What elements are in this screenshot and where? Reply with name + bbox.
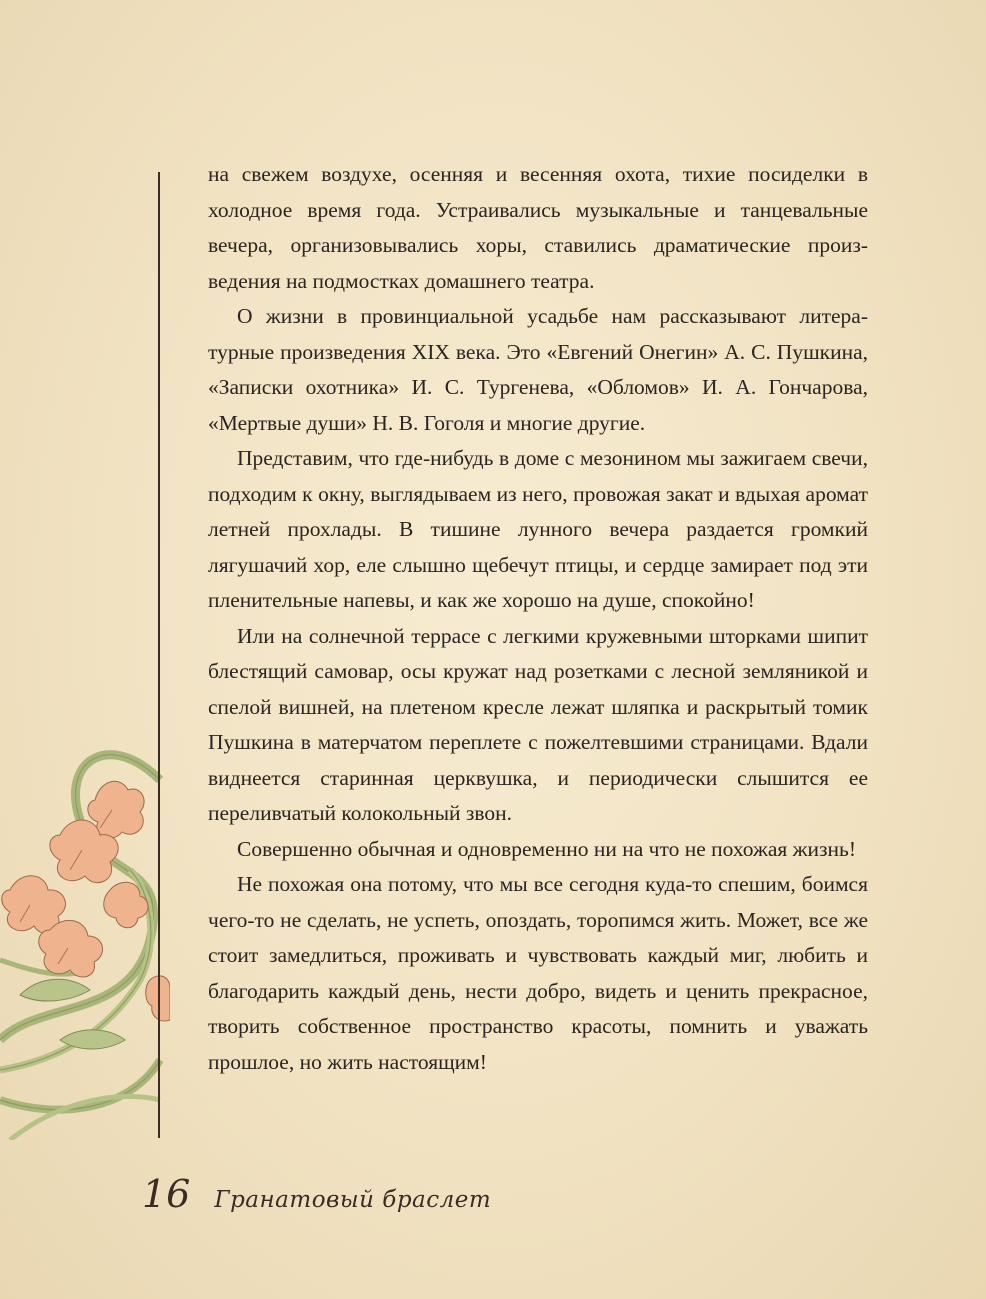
floral-lily-ornament-icon	[0, 740, 170, 1140]
page-number: 16	[142, 1172, 191, 1216]
paragraph: Не похожая она потому, что мы все сегодня куда-то спешим, боимся чего-то не сделать, не успеть, опоздать, торопимся жить. Может, все же стоит замедлиться, проживать и чувствовать каждый миг, любить и благодарить каждый день, нести добро, видеть и ценить прекрасное, творить собственное пространство красоты, помнить и уважать прошлое, но жить настоящим!	[208, 872, 868, 1074]
paragraph: Совершенно обычная и одновременно ни на что не похожая жизнь!	[237, 836, 856, 861]
paragraph: Представим, что где-нибудь в доме с мезонином мы зажигаем свечи, подходим к окну, выглядываем из него, провожая закат и вдыхая аромат летней прохлады. В тишине лунного вечера раздается громкий лягушачий хор, еле слышно щебечут птицы, и сердце замирает под эти пленительные напевы, и как же хорошо на душе, спокойно!	[208, 446, 868, 612]
page-footer	[142, 1172, 491, 1222]
paragraph: на свежем воздухе, осенняя и весенняя охота, тихие посиделки в холодное время года. Устраивались музыкальные и танцевальные вечера, организовывались хоры, ставились драматические произведения на подмостках домашнего театра.	[208, 162, 868, 293]
vertical-margin-rule	[158, 172, 160, 1138]
paragraph: О жизни в провинциальной усадьбе нам рассказывают литературные произведения XIX века. Это «Евгений Онегин» А. С. Пушкина, «Записки охотника» И. С. Тургенева, «Обломов» И. А. Гончарова, «Мертвые души» Н. В. Гоголя и многие другие.	[208, 304, 868, 435]
running-title: Гранатовый браслет	[214, 1187, 492, 1213]
body-text	[208, 157, 868, 1080]
paragraph: Или на солнечной террасе с легкими кружевными шторками шипит блестящий самовар, осы кружат над розетками с лесной земляникой и спелой вишней, на плетеном кресле лежат шляпка и раскрытый томик Пушкина в матерчатом переплете с пожелтевшими страницами. Вдали виднеется старинная церквушка, и периодически слышится ее переливчатый колокольный звон.	[208, 623, 868, 825]
